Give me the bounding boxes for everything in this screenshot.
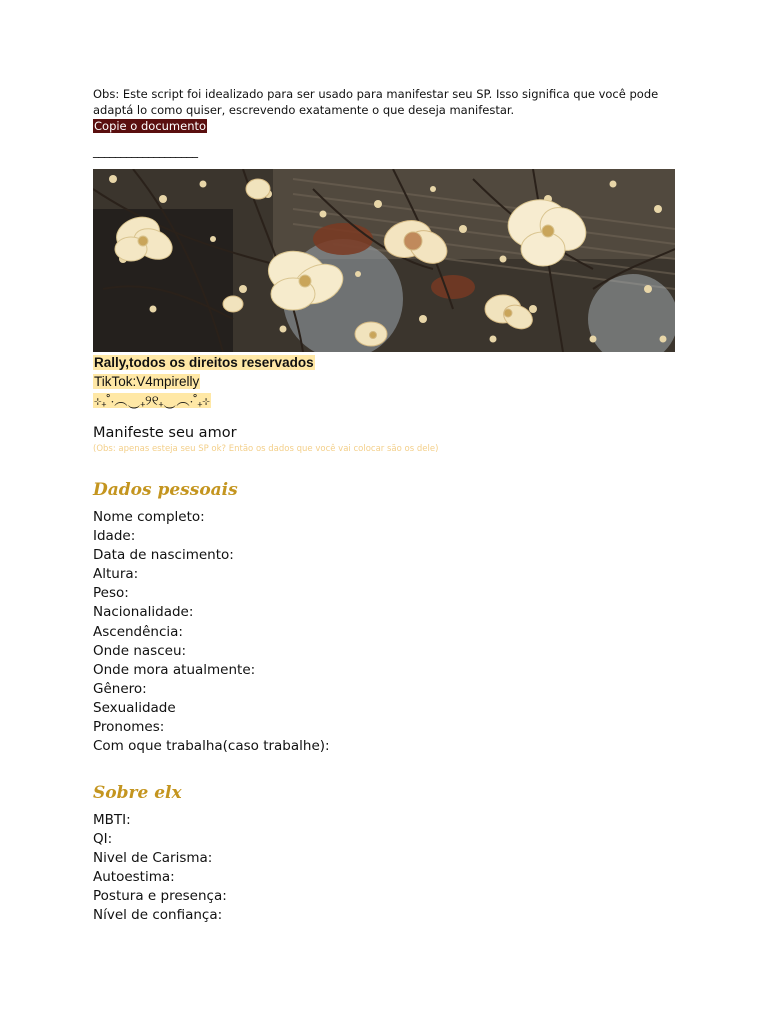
field-label: Pronomes: <box>93 719 165 736</box>
field-label: Nacionalidade: <box>93 604 194 621</box>
field-label: Gênero: <box>93 680 147 697</box>
section-title-sobre-elx: Sobre elx <box>93 783 182 803</box>
obs-paragraph: Obs: Este script foi idealizado para ser usado para manifestar seu SP. Isso significa que você pode adaptá lo como quiser, escrevendo exatamente o que deseja manifestar. <box>93 87 659 117</box>
field-label: Postura e presença: <box>93 888 227 905</box>
manifest-heading: Manifeste seu amor <box>93 425 237 441</box>
dados-pessoais-fields <box>93 508 330 756</box>
sobre-elx-fields <box>93 811 227 926</box>
field-label: Ascendência: <box>93 623 183 640</box>
field-label: Peso: <box>93 585 129 602</box>
field-label: Nível de confiança: <box>93 907 223 924</box>
decoration-text: ⊹₊˚‧︵‿₊୨୧₊‿︵‧˚₊⊹ <box>94 393 210 408</box>
field-label: Nivel de Carisma: <box>93 850 213 867</box>
rights-text: Rally,todos os direitos reservados <box>94 355 314 370</box>
magnolia-banner-image <box>93 169 675 352</box>
field-label: Com oque trabalha(caso trabalhe): <box>93 738 330 755</box>
section-title-dados-pessoais: Dados pessoais <box>93 480 238 500</box>
credits-block <box>93 353 315 410</box>
manifest-note: (Obs: apenas esteja seu SP ok? Então os dados que você vai colocar são os dele) <box>93 444 439 454</box>
field-label: Nome completo: <box>93 509 205 525</box>
magnolia-flowers-illustration <box>93 169 675 352</box>
tiktok-handle: TikTok:V4mpirelly <box>94 374 200 389</box>
field-label: QI: <box>93 831 113 848</box>
field-label: MBTI: <box>93 812 131 828</box>
field-label: Onde nasceu: <box>93 642 187 659</box>
field-label: Altura: <box>93 566 139 583</box>
field-label: Data de nascimento: <box>93 547 234 564</box>
field-label: Sexualidade <box>93 699 176 716</box>
field-label: Autoestima: <box>93 869 175 886</box>
separator-line: ___________________ <box>93 144 198 158</box>
field-label: Idade: <box>93 528 136 545</box>
copy-document-link[interactable]: Copie o documento <box>94 119 207 133</box>
field-label: Onde mora atualmente: <box>93 661 256 678</box>
